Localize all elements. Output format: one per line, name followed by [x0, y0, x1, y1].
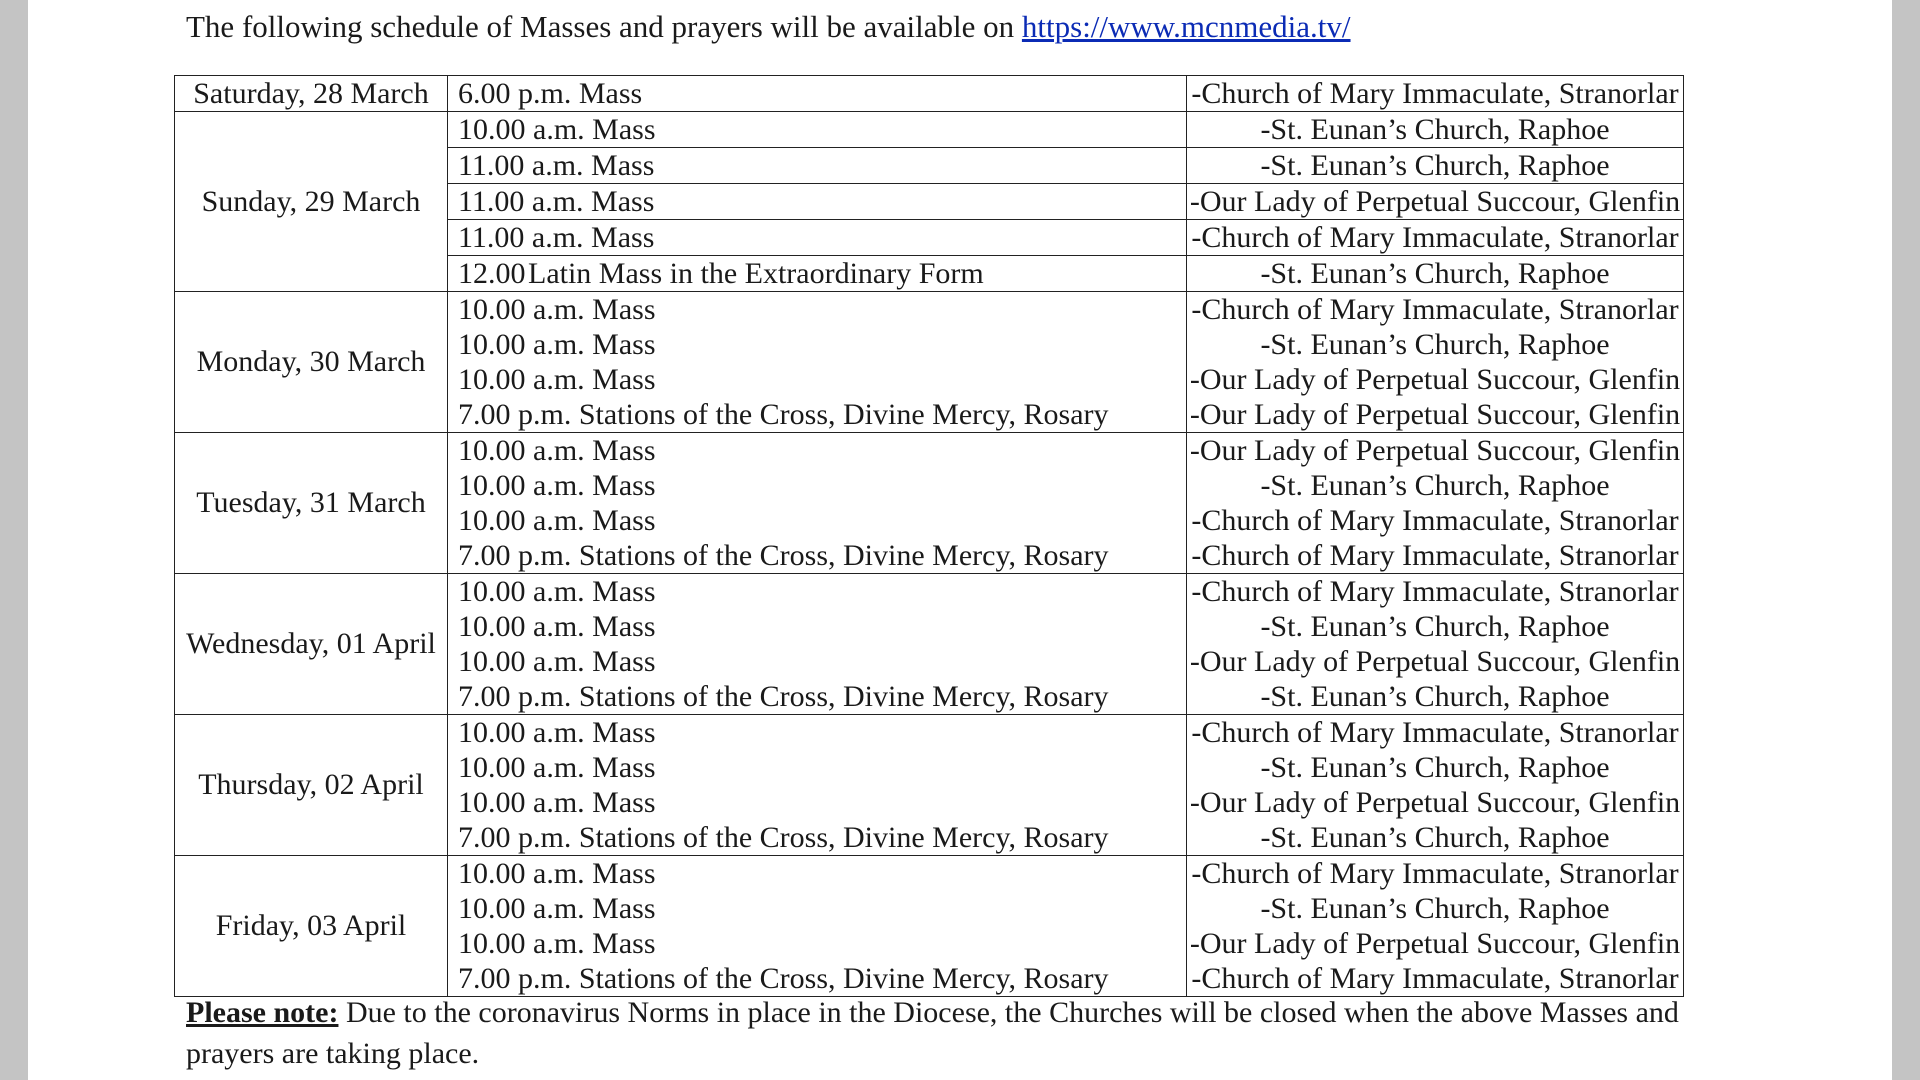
- event-line: 10.00 a.m. Mass: [458, 927, 656, 960]
- schedule-row: [175, 76, 1684, 112]
- event-line: 10.00 a.m. Mass: [458, 434, 656, 467]
- day-date: Sunday, 29 March: [175, 112, 448, 292]
- place-cell: [1187, 256, 1684, 292]
- event-line: 10.00 a.m. Mass: [458, 786, 656, 819]
- event-text: Latin Mass in the Extraordinary Form: [528, 257, 984, 290]
- event-line: 10.00 a.m. Mass: [458, 716, 656, 749]
- place-line: -St. Eunan’s Church, Raphoe: [1260, 149, 1610, 182]
- event-line: 10.00 a.m. Mass: [458, 751, 656, 784]
- place-line: -Church of Mary Immaculate, Stranorlar: [1191, 575, 1679, 608]
- intro-text: The following schedule of Masses and prayers will be available on: [186, 9, 1022, 44]
- event-line: 10.00 a.m. Mass: [458, 113, 656, 146]
- schedule-day-block: [175, 856, 1684, 997]
- place-cell: [1187, 220, 1684, 256]
- event-cell: [448, 220, 1187, 256]
- schedule-row: [175, 112, 1684, 148]
- place-line: -St. Eunan’s Church, Raphoe: [1260, 610, 1610, 643]
- event-line: 10.00 a.m. Mass: [458, 363, 656, 396]
- day-date: Monday, 30 March: [175, 292, 448, 433]
- event-cell: [448, 184, 1187, 220]
- place-line: -Our Lady of Perpetual Succour, Glenfin: [1189, 927, 1681, 960]
- event-line: 7.00 p.m. Stations of the Cross, Divine Mercy, Rosary: [458, 398, 1109, 431]
- place-line: -Our Lady of Perpetual Succour, Glenfin: [1189, 363, 1681, 396]
- place-line: -Church of Mary Immaculate, Stranorlar: [1191, 716, 1679, 749]
- place-line: -Church of Mary Immaculate, Stranorlar: [1191, 539, 1679, 572]
- place-cell: [1187, 433, 1684, 574]
- place-line: -Our Lady of Perpetual Succour, Glenfin: [1189, 786, 1681, 819]
- event-line: 7.00 p.m. Stations of the Cross, Divine Mercy, Rosary: [458, 821, 1109, 854]
- place-line: -St. Eunan’s Church, Raphoe: [1260, 328, 1610, 361]
- day-date: Friday, 03 April: [175, 856, 448, 997]
- day-date: Saturday, 28 March: [175, 76, 448, 112]
- event-line: 7.00 p.m. Stations of the Cross, Divine Mercy, Rosary: [458, 539, 1109, 572]
- day-date: Tuesday, 31 March: [175, 433, 448, 574]
- place-line: -St. Eunan’s Church, Raphoe: [1260, 469, 1610, 502]
- place-line: -Our Lady of Perpetual Succour, Glenfin: [1189, 645, 1681, 678]
- event-cell: [448, 292, 1187, 433]
- event-cell: [448, 715, 1187, 856]
- event-time: 12.00: [458, 257, 526, 290]
- place-line: -St. Eunan’s Church, Raphoe: [1260, 892, 1610, 925]
- event-line: [458, 256, 1176, 291]
- event-cell: [448, 574, 1187, 715]
- schedule-day-block: [175, 715, 1684, 856]
- day-date: Wednesday, 01 April: [175, 574, 448, 715]
- place-line: -St. Eunan’s Church, Raphoe: [1260, 113, 1610, 146]
- event-line: 10.00 a.m. Mass: [458, 857, 656, 890]
- schedule-table: [174, 75, 1684, 997]
- event-cell: [448, 112, 1187, 148]
- place-line: -St. Eunan’s Church, Raphoe: [1260, 821, 1610, 854]
- note-text: Due to the coronavirus Norms in place in the Diocese, the Churches will be closed when the above Masses and prayers are taking place.: [186, 996, 1679, 1070]
- place-line: -Church of Mary Immaculate, Stranorlar: [1191, 293, 1679, 326]
- event-line: 10.00 a.m. Mass: [458, 469, 656, 502]
- schedule-day-block: [175, 574, 1684, 715]
- place-cell: [1187, 715, 1684, 856]
- place-cell: [1187, 856, 1684, 997]
- place-line: -St. Eunan’s Church, Raphoe: [1260, 257, 1610, 290]
- event-line: 7.00 p.m. Stations of the Cross, Divine Mercy, Rosary: [458, 962, 1109, 995]
- event-cell: [448, 256, 1187, 292]
- document-page: [28, 0, 1892, 1080]
- event-line: 10.00 a.m. Mass: [458, 328, 656, 361]
- place-line: -Our Lady of Perpetual Succour, Glenfin: [1189, 434, 1681, 467]
- intro-line: [186, 9, 1351, 45]
- place-line: -Our Lady of Perpetual Succour, Glenfin: [1189, 185, 1681, 218]
- place-cell: [1187, 76, 1684, 112]
- event-line: 10.00 a.m. Mass: [458, 504, 656, 537]
- schedule-day-block: [175, 292, 1684, 433]
- place-line: -Church of Mary Immaculate, Stranorlar: [1191, 77, 1679, 110]
- place-line: -St. Eunan’s Church, Raphoe: [1260, 680, 1610, 713]
- event-cell: [448, 433, 1187, 574]
- place-line: -Church of Mary Immaculate, Stranorlar: [1191, 221, 1679, 254]
- event-line: 10.00 a.m. Mass: [458, 892, 656, 925]
- note-label: Please note:: [186, 996, 339, 1029]
- place-line: -St. Eunan’s Church, Raphoe: [1260, 751, 1610, 784]
- event-line: 10.00 a.m. Mass: [458, 610, 656, 643]
- event-line: 10.00 a.m. Mass: [458, 645, 656, 678]
- day-date: Thursday, 02 April: [175, 715, 448, 856]
- place-line: -Church of Mary Immaculate, Stranorlar: [1191, 857, 1679, 890]
- please-note: [186, 992, 1746, 1074]
- place-line: -Church of Mary Immaculate, Stranorlar: [1191, 962, 1679, 995]
- event-line: 6.00 p.m. Mass: [458, 77, 643, 110]
- mcnmedia-link[interactable]: https://www.mcnmedia.tv/: [1021, 9, 1351, 44]
- place-cell: [1187, 292, 1684, 433]
- event-line: 10.00 a.m. Mass: [458, 293, 656, 326]
- event-line: 7.00 p.m. Stations of the Cross, Divine Mercy, Rosary: [458, 680, 1109, 713]
- place-cell: [1187, 148, 1684, 184]
- event-cell: [448, 856, 1187, 997]
- place-line: -Our Lady of Perpetual Succour, Glenfin: [1189, 398, 1681, 431]
- event-cell: [448, 76, 1187, 112]
- event-line: 11.00 a.m. Mass: [458, 149, 655, 182]
- event-line: 11.00 a.m. Mass: [458, 185, 655, 218]
- schedule-day-block: [175, 433, 1684, 574]
- event-cell: [448, 148, 1187, 184]
- place-line: -Church of Mary Immaculate, Stranorlar: [1191, 504, 1679, 537]
- place-cell: [1187, 112, 1684, 148]
- place-cell: [1187, 184, 1684, 220]
- event-line: 10.00 a.m. Mass: [458, 575, 656, 608]
- schedule-body: [175, 76, 1684, 997]
- place-cell: [1187, 574, 1684, 715]
- event-line: 11.00 a.m. Mass: [458, 221, 655, 254]
